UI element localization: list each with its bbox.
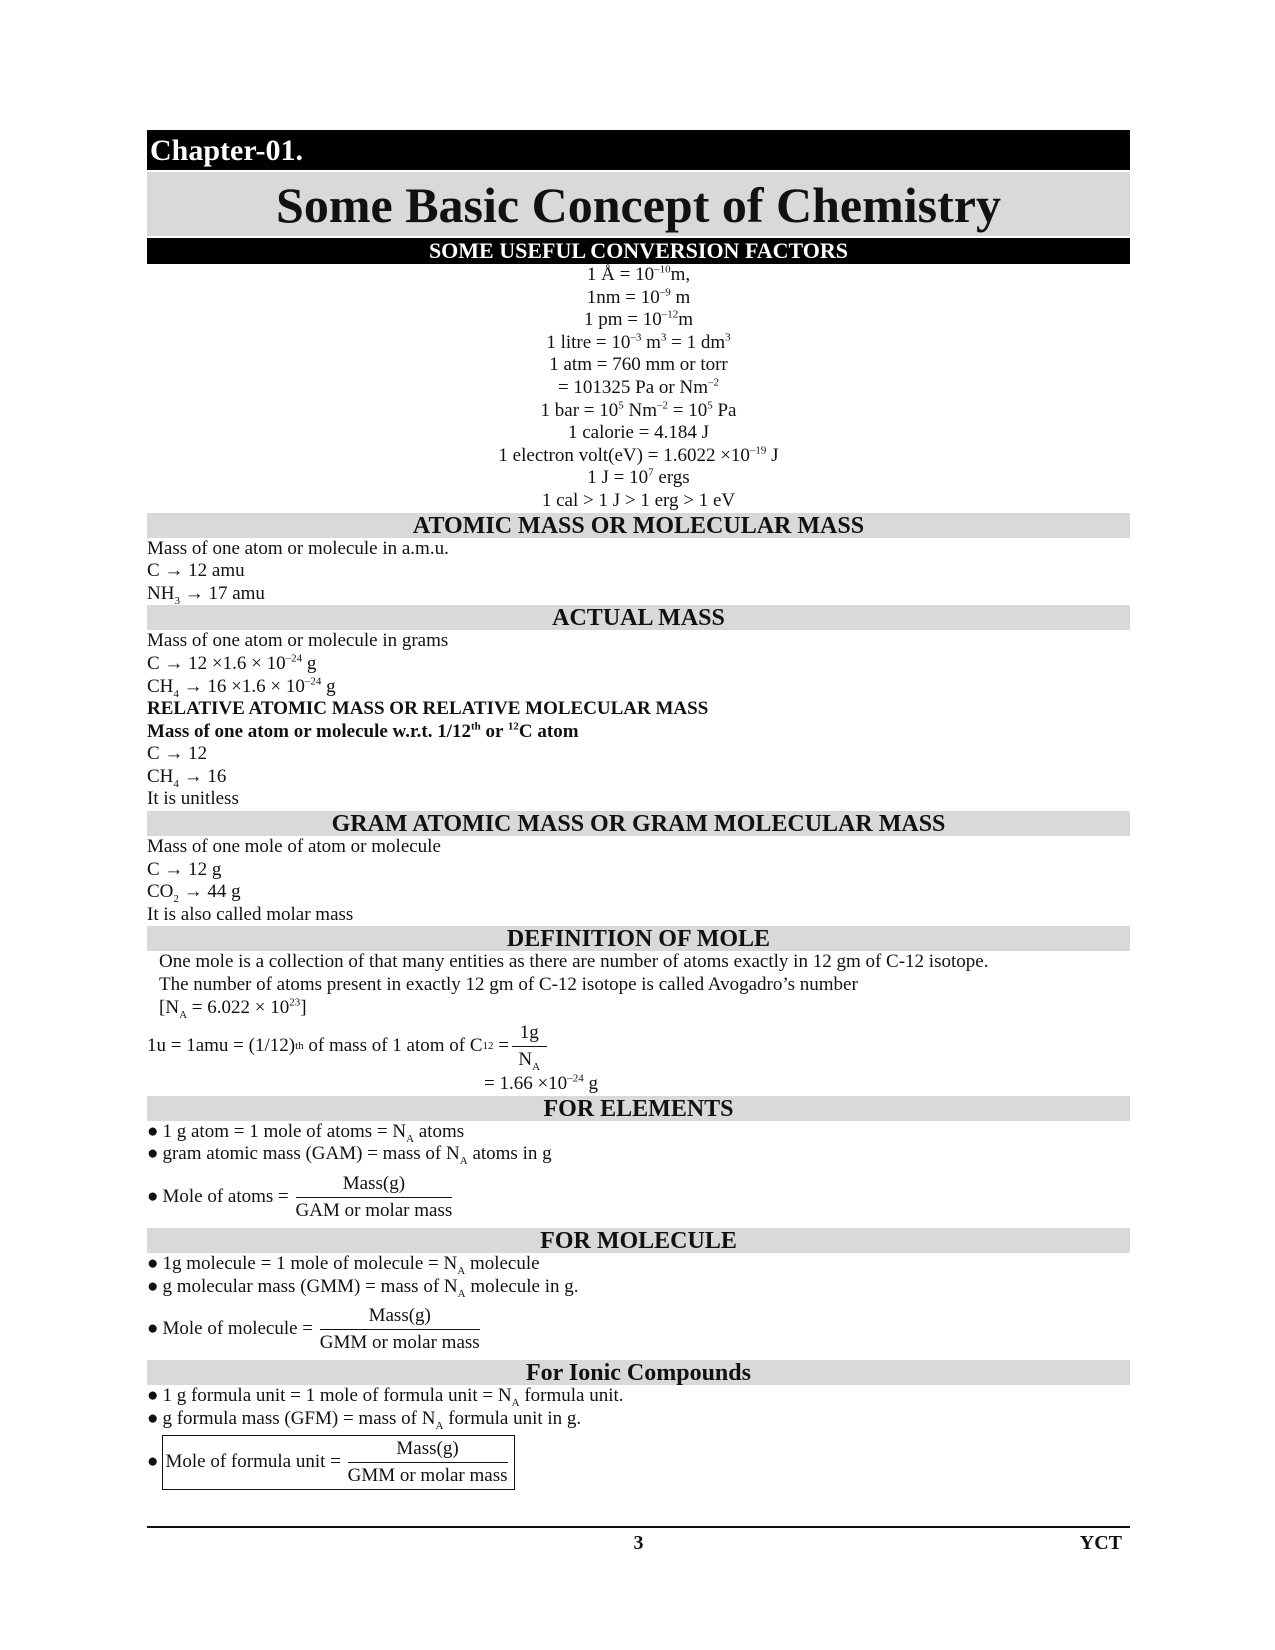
mole-of-molecule-formula: ● Mole of molecule = $\frac{\text{Mass(g)}}{\text{GMM or molar mass}}$ — [147, 1298, 1130, 1360]
conversion-line: = 101325 Pa or $Nm^{-2}$ — [557, 376, 720, 398]
page-number: 3 — [633, 1532, 644, 1554]
text-line: $[N_A = 6.022 \times 10^{23}]$ — [159, 996, 307, 1021]
conversion-line: 1 pm = $10^{-12}m$ — [583, 308, 694, 331]
bullet-item: ● 1 g atom = 1 mole of atoms = $N_A$ atoms — [147, 1120, 465, 1145]
text-line: Mass of one mole of atom or molecule — [147, 836, 441, 858]
conversion-line: 1 cal > 1 J > 1 erg > 1 eV — [541, 489, 736, 511]
fraction: $\frac{\text{Mass(g)}}{\text{GMM or molar mass}}$ — [319, 1304, 480, 1353]
conversion-line: 1 electron volt(eV) = $1.6022 \times 10^{-19}$ J — [498, 444, 779, 466]
chapter-label: Chapter-01. — [147, 130, 1130, 170]
bullet-item: ● gram atomic mass (GAM) = mass of $N_A$ atoms in g — [147, 1143, 552, 1168]
actual-mass-heading: ACTUAL MASS — [147, 605, 1130, 630]
conversion-line: 1 atm = 760 mm or torr — [549, 354, 728, 376]
conversion-line: 1 Å = $10^{-10}m$, — [586, 263, 691, 285]
text-line: Mass of one atom or molecule w.r.t. 1/12th or $^{12}$C atom — [147, 720, 579, 742]
text-line: Mass of one atom or molecule in grams — [147, 630, 449, 652]
bullet-item: ● 1 g formula unit = 1 mole of formula unit = $N_A$ formula unit. — [147, 1385, 624, 1409]
elements-heading: FOR ELEMENTS — [147, 1096, 1130, 1121]
mole-heading: DEFINITION OF MOLE — [147, 926, 1130, 951]
text-line: It is unitless — [147, 788, 239, 810]
page-footer — [147, 1532, 1130, 1558]
text-line: It is also called molar mass — [147, 903, 354, 925]
text-line: Mass of one atom or molecule in a.m.u. — [147, 537, 449, 559]
bullet-item: ● g formula mass (GFM) = mass of $N_A$ formula unit in g. — [147, 1407, 582, 1432]
amu-equation: 1u = 1amu = (1/12) th of mass of 1 atom of C 12 = $\frac{1g}{N_A}$ — [147, 1019, 1130, 1073]
text-line: $CH_4 \to 16$ — [147, 765, 227, 790]
text-line: C → 12 g — [147, 858, 222, 880]
text-line: C → 12 amu — [147, 560, 245, 582]
amu-fraction: $\frac{1g}{N_A}$ — [516, 1020, 543, 1073]
conversion-heading: SOME USEFUL CONVERSION FACTORS — [147, 238, 1130, 264]
text-line: C → 12 — [147, 743, 208, 765]
amu-result: = $1.66 \times 10^{-24}$ g — [484, 1072, 598, 1095]
page-title: Some Basic Concept of Chemistry — [147, 172, 1130, 236]
text-line: $CH_4 \to 16 \times 1.6 \times 10^{-24}$ g — [147, 675, 336, 700]
relative-mass-heading: RELATIVE ATOMIC MASS OR RELATIVE MOLECULAR MASS — [147, 698, 709, 720]
conversion-line: 1 calorie = 4.184 J — [567, 422, 710, 444]
text-line: One mole is a collection of that many entities as there are number of atoms exactly in 12 gm of C-12 isotope. — [159, 951, 989, 973]
atomic-mass-heading: ATOMIC MASS OR MOLECULAR MASS — [147, 513, 1130, 538]
fraction: $\frac{\text{Mass(g)}}{\text{GAM or molar mass}}$ — [295, 1172, 453, 1221]
molecule-heading: FOR MOLECULE — [147, 1228, 1130, 1253]
ionic-heading: For Ionic Compounds — [147, 1360, 1130, 1385]
text-line: The number of atoms present in exactly 12 gm of C-12 isotope is called Avogadro’s number — [159, 974, 858, 996]
conversion-line: 1 litre = $10^{-3}$ $m^3 = 1$ $dm^3$ — [546, 331, 731, 353]
page-content — [147, 130, 1130, 1494]
conversion-line: 1 bar = $10^5$ $Nm^{-2} = 10^5$ Pa — [540, 399, 737, 421]
mole-of-atoms-formula: ● Mole of atoms = $\frac{\text{Mass(g)}}{\text{GAM or molar mass}}$ — [147, 1166, 1130, 1228]
bullet-item: ● 1g molecule = 1 mole of molecule = $N_A$ molecule — [147, 1253, 540, 1277]
boxed-formula: Mole of formula unit = $\frac{\text{Mass(g)}}{\text{GMM or molar mass}}$ — [162, 1435, 514, 1490]
publisher-label: YCT — [1079, 1532, 1122, 1554]
footer-divider — [147, 1526, 1130, 1528]
text-line: $CO_2 \to 44$ g — [147, 881, 241, 906]
text-line: $C \to 12 \times 1.6 \times 10^{-24}$ g — [147, 652, 317, 674]
conversion-list — [147, 264, 1130, 513]
conversion-line: $1nm = 10^{-9}$ m — [586, 286, 691, 308]
mole-of-formula-unit-formula: ● Mole of formula unit = $\frac{\text{Mass(g)}}{\text{GMM or molar mass}}$ — [147, 1430, 1130, 1494]
conversion-line: 1 $J = 10^7$ ergs — [587, 467, 690, 489]
gram-mass-heading: GRAM ATOMIC MASS OR GRAM MOLECULAR MASS — [147, 811, 1130, 836]
text-line: $NH_3 \to 17$ amu — [147, 582, 265, 607]
bullet-item: ● g molecular mass (GMM) = mass of $N_A$ molecule in g. — [147, 1275, 579, 1300]
fraction: $\frac{\text{Mass(g)}}{\text{GMM or molar mass}}$ — [347, 1437, 508, 1486]
